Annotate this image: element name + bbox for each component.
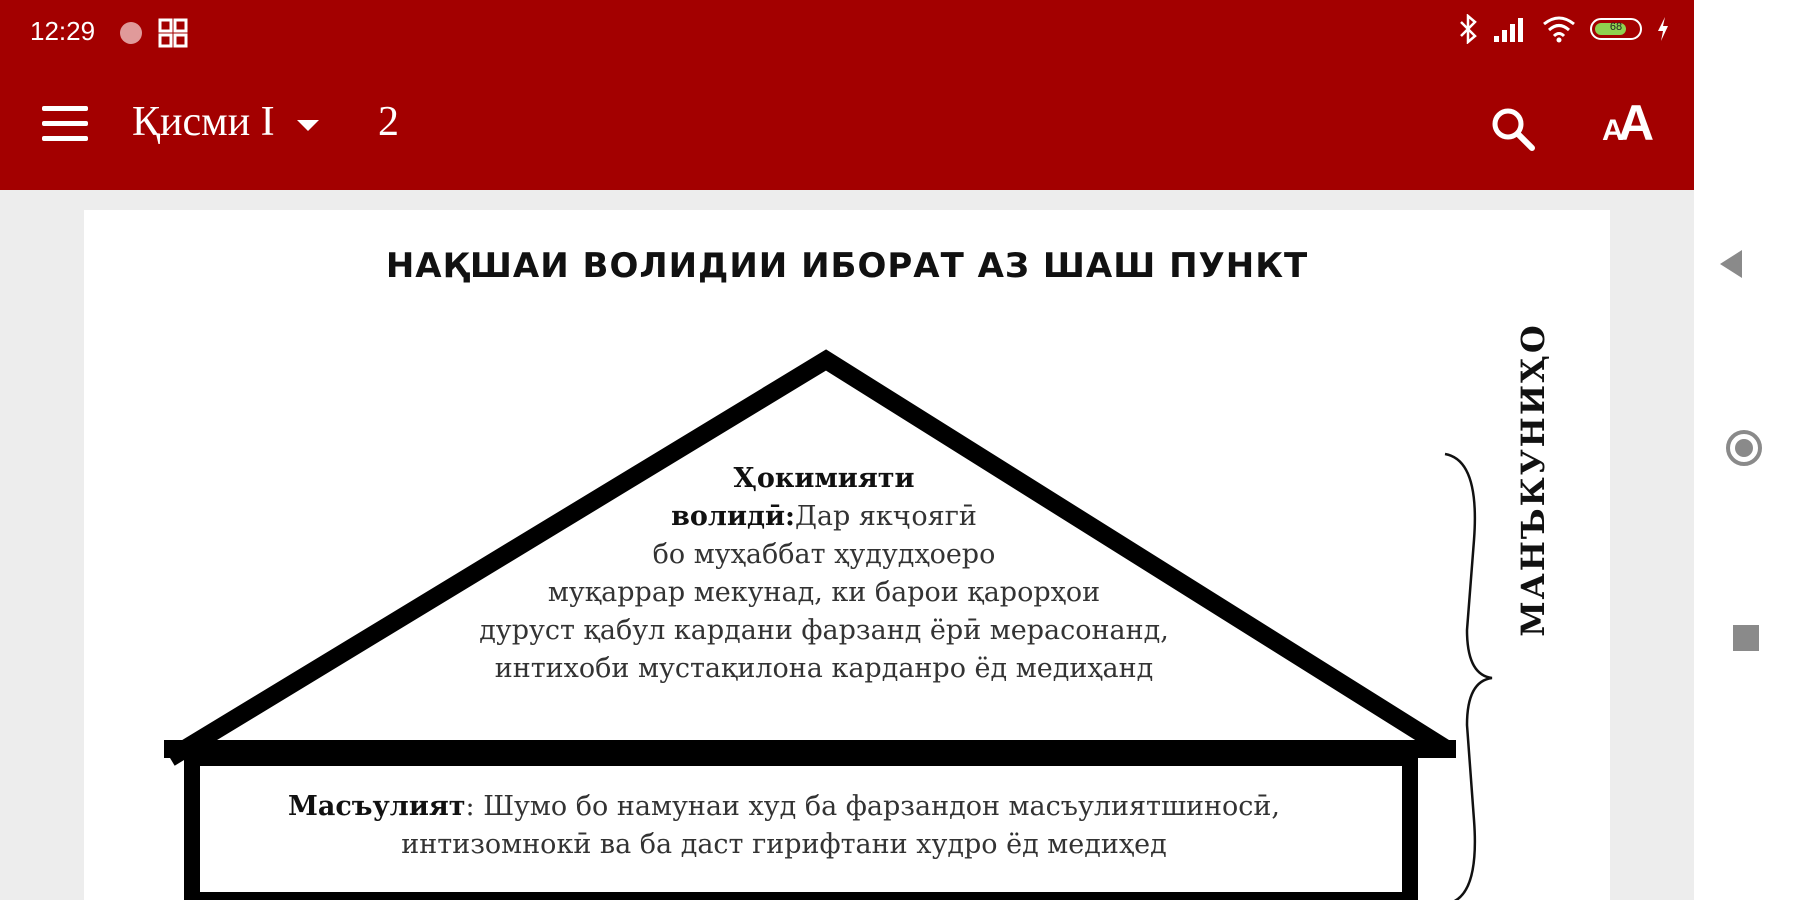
menu-button[interactable] (42, 106, 88, 146)
status-bar (0, 0, 1694, 64)
roof-line4: дуруст қабул кардани фарзанд ёрӣ мерасонанд, (479, 615, 1169, 646)
chevron-down-icon (297, 120, 319, 131)
roof-line2: бо муҳаббат ҳудудҳоеро (652, 539, 996, 570)
roof-line5: интихоби мустақилона карданро ёд медиҳанд (494, 653, 1154, 684)
bluetooth-icon (1458, 14, 1478, 44)
recording-icon (120, 22, 142, 44)
font-size-icon: A (1602, 114, 1624, 147)
menu-icon-line (42, 121, 88, 126)
status-time: 12:29 (30, 16, 96, 46)
curly-brace (1445, 454, 1492, 900)
section-title: Қисми I (132, 99, 275, 145)
roof-line3: муқаррар мекунад, ки барои қарорҳои (547, 577, 1101, 608)
roof-line1: Дар якҷоягӣ (794, 501, 977, 532)
toolbar (0, 64, 1694, 190)
page-heading: НАҚШАИ ВОЛИДИИ ИБОРАТ АЗ ШАШ ПУНКТ (385, 246, 1309, 286)
app-bar (0, 0, 1694, 190)
menu-icon-line (42, 136, 88, 141)
box-term: Масъулият (287, 791, 466, 822)
battery-icon (1590, 18, 1642, 40)
recents-icon[interactable] (1733, 625, 1759, 651)
box-line1: : Шумо бо намунаи худ ба фарзандон масъулиятшиносӣ, (465, 791, 1281, 822)
side-label: МАНЪКУНИҲО (1514, 323, 1552, 637)
roof-text (424, 460, 1224, 688)
wifi-icon (1542, 15, 1576, 43)
font-size-button[interactable] (1600, 94, 1660, 154)
document-page (84, 210, 1610, 900)
box-text (234, 788, 1334, 864)
box-line2: интизомнокӣ ва ба даст гирифтани худро ёд медиҳед (401, 829, 1167, 860)
roof-term-line1: Ҳокимияти (733, 463, 915, 494)
search-icon[interactable] (1488, 104, 1538, 154)
back-icon[interactable] (1720, 250, 1742, 278)
font-size-icon-large: A (1618, 95, 1655, 151)
home-icon[interactable] (1726, 430, 1762, 466)
apps-grid-icon (158, 18, 188, 48)
battery-level: 68 (1609, 21, 1623, 33)
charging-icon (1656, 16, 1670, 42)
section-dropdown[interactable] (132, 98, 319, 146)
menu-icon (42, 106, 88, 111)
page-number: 2 (378, 99, 399, 145)
signal-icon (1492, 16, 1528, 42)
roof-term-line2: волидӣ: (671, 501, 795, 532)
